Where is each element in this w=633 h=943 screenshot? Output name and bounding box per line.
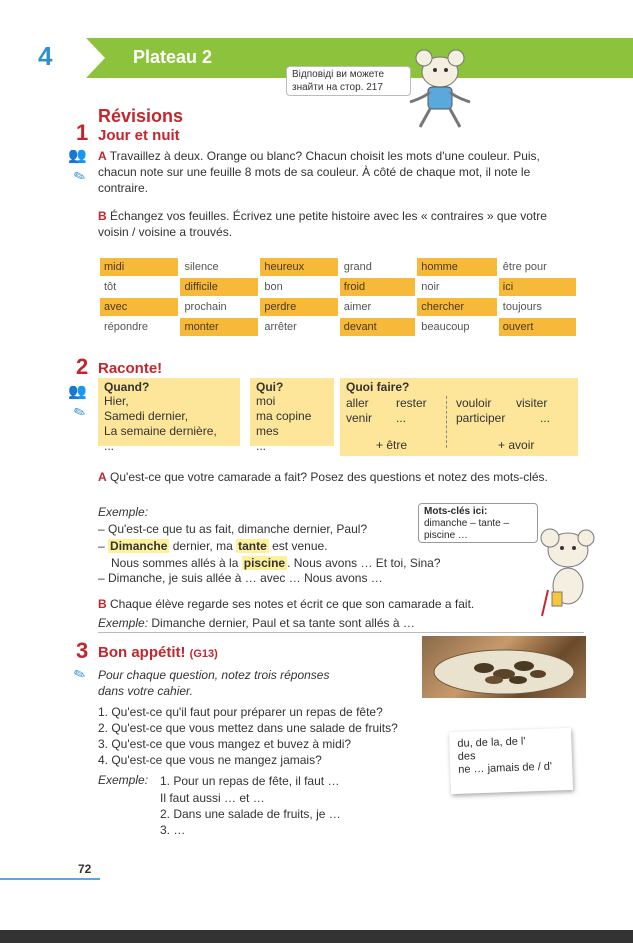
keywords-text: dimanche – tante – piscine …: [424, 518, 510, 541]
verb: ...: [396, 411, 407, 425]
grid-cell: homme: [417, 258, 497, 276]
example-line: Il faut aussi … et …: [160, 791, 265, 805]
section3-intro: Pour chaque question, notez trois réponses: [98, 668, 330, 682]
revisions-title: Révisions: [98, 106, 184, 126]
example-line: 1. Pour un repas de fête, il faut …: [160, 774, 340, 788]
section2-title: Raconte!: [98, 360, 163, 377]
unit-number: 4: [38, 41, 53, 71]
pair-work-icon: 👥: [68, 147, 87, 164]
section2-a-text: Qu'est-ce que votre camarade a fait? Posez des questions et notez des mots-clés.: [110, 470, 548, 484]
exemple-label: Exemple:: [98, 773, 149, 787]
aux-etre: + être: [376, 438, 408, 452]
grid-row: [100, 298, 576, 316]
verb: ...: [540, 411, 551, 425]
keyword-highlight: Dimanche: [110, 539, 168, 553]
panel-heading: Quoi faire?: [346, 380, 410, 394]
grid-cell: ici: [499, 278, 576, 296]
verb: vouloir: [456, 396, 492, 410]
section3-intro: dans votre cahier.: [98, 684, 193, 698]
grid-cell: bon: [264, 281, 283, 293]
panel-line: ...: [104, 439, 115, 453]
panel-quoi-faire: [340, 378, 578, 456]
keywords-box: [418, 503, 538, 543]
pen-icon: ✎: [71, 166, 88, 186]
grid-cell: monter: [180, 318, 258, 336]
grid-cell: silence: [184, 261, 219, 273]
section1-a-label: A: [98, 149, 107, 163]
section1-number: 1: [76, 120, 89, 145]
exemple-label: Exemple:: [98, 616, 149, 630]
note-line: ne … jamais de / d': [458, 760, 553, 776]
question-item: 3. Qu'est-ce que vous mangez et buvez à midi?: [98, 737, 352, 751]
section1-b-text: Échangez vos feuilles. Écrivez une petite histoire avec les « contraires » que votre voisin / voisine a trouvés.: [98, 209, 547, 239]
scan-edge: [0, 930, 633, 943]
example-text: dernier, ma: [172, 539, 233, 553]
word-grid: [98, 256, 578, 338]
section3-title: [98, 644, 218, 661]
section1-a-text: Travaillez à deux. Orange ou blanc? Chacun choisit les mots d'une couleur. Puis, chacun note sur une feuille 8 mots de sa couleur. À côté de chaque mot, il note le contraire.: [98, 149, 540, 195]
grid-row: [100, 318, 576, 336]
keyword-highlight: tante: [238, 539, 267, 553]
section1-title: Jour et nuit: [98, 127, 180, 144]
panel-line: ma copine: [256, 409, 312, 423]
section2-a-label: A: [98, 470, 107, 484]
section-divider: [98, 632, 584, 633]
grid-cell: répondre: [104, 321, 149, 333]
grid-cell: ouvert: [499, 318, 576, 336]
grid-cell: beaucoup: [421, 321, 470, 333]
grid-cell: tôt: [104, 281, 117, 293]
mouse-mascot-icon: [400, 42, 480, 132]
section2-b-text: Chaque élève regarde ses notes et écrit ce que son camarade a fait.: [110, 597, 475, 611]
grid-cell: froid: [340, 278, 416, 296]
footer-line: [0, 878, 100, 880]
pen-icon: ✎: [71, 402, 88, 422]
panel-line: ...: [256, 439, 267, 453]
section1-b: [98, 208, 578, 240]
grid-cell: heureux: [260, 258, 337, 276]
section1-b-label: B: [98, 209, 107, 223]
dash: –: [98, 539, 105, 553]
note-line: du, de la, de l': [457, 735, 526, 750]
question-item: 4. Qu'est-ce que vous ne mangez jamais?: [98, 753, 322, 767]
grid-cell: chercher: [417, 298, 497, 316]
pen-icon: ✎: [71, 664, 88, 684]
keyword-highlight: piscine: [243, 556, 286, 570]
section1-a: [98, 148, 568, 196]
example-line: [98, 538, 328, 554]
grid-row: [100, 278, 576, 296]
panel-qui: [250, 378, 334, 453]
section2-b-example: [98, 615, 415, 631]
example-text: Dimanche dernier, Paul et sa tante sont allés à …: [151, 616, 415, 630]
grid-row: [100, 258, 576, 276]
grid-cell: aimer: [343, 301, 372, 313]
verb: visiter: [516, 396, 548, 410]
grid-cell: devant: [340, 318, 416, 336]
unit-notch: [0, 38, 105, 78]
panel-line: mes: [256, 424, 279, 438]
grammar-ref: (G13): [189, 648, 218, 660]
exemple-label: Exemple:: [98, 505, 149, 519]
plateau-title: Plateau 2: [133, 47, 213, 67]
grammar-note: [449, 728, 573, 794]
panel-quand: [98, 378, 240, 453]
verb: venir: [346, 411, 373, 425]
page-number: 72: [78, 862, 92, 876]
example-line: 2. Dans une salade de fruits, je …: [160, 807, 341, 821]
verb: rester: [396, 396, 427, 410]
panel-heading: Qui?: [256, 380, 284, 394]
grid-cell: prochain: [184, 301, 227, 313]
panel-line: Samedi dernier,: [104, 409, 189, 423]
grid-cell: difficile: [180, 278, 258, 296]
section2-b-label: B: [98, 597, 107, 611]
panel-divider: [446, 396, 447, 448]
example-line: – Dimanche, je suis allée à … avec … Nous avons …: [98, 571, 383, 585]
pair-work-icon: 👥: [68, 383, 87, 400]
grid-cell: grand: [343, 261, 372, 273]
grid-cell: perdre: [260, 298, 337, 316]
section2-number: 2: [76, 354, 89, 379]
panel-line: Hier,: [104, 394, 129, 408]
grid-cell: noir: [421, 281, 440, 293]
panel-heading: Quand?: [104, 380, 150, 394]
note-line: des: [457, 750, 476, 763]
example-line: [111, 555, 441, 571]
section2-a: [98, 469, 583, 485]
section3-title-text: Bon appétit!: [98, 644, 186, 661]
example-text: est venue.: [272, 539, 328, 553]
example-text: Nous sommes allés à la: [111, 556, 239, 570]
aux-avoir: + avoir: [498, 438, 535, 452]
food-photo: [422, 636, 586, 698]
example-text: . Nous avons … Et toi, Sina?: [287, 556, 441, 570]
section2-b: [98, 596, 578, 612]
example-line: – Qu'est-ce que tu as fait, dimanche dernier, Paul?: [98, 522, 368, 536]
grid-cell: midi: [100, 258, 178, 276]
verb: participer: [456, 411, 506, 425]
grid-cell: toujours: [502, 301, 542, 313]
answer-note: Відповіді ви можете знайти на стор. 217: [286, 66, 411, 96]
keywords-title: Mots-clés ici:: [424, 506, 488, 517]
section3-number: 3: [76, 638, 89, 663]
question-item: 1. Qu'est-ce qu'il faut pour préparer un repas de fête?: [98, 705, 383, 719]
example-line: 3. …: [160, 823, 186, 837]
grid-cell: avec: [100, 298, 178, 316]
panel-line: moi: [256, 394, 276, 408]
panel-line: La semaine dernière,: [104, 424, 217, 438]
grid-cell: arrêter: [264, 321, 297, 333]
grid-cell: être pour: [502, 261, 547, 273]
question-item: 2. Qu'est-ce que vous mettez dans une salade de fruits?: [98, 721, 398, 735]
food-plate-icon: [422, 636, 586, 698]
verb: aller: [346, 396, 369, 410]
